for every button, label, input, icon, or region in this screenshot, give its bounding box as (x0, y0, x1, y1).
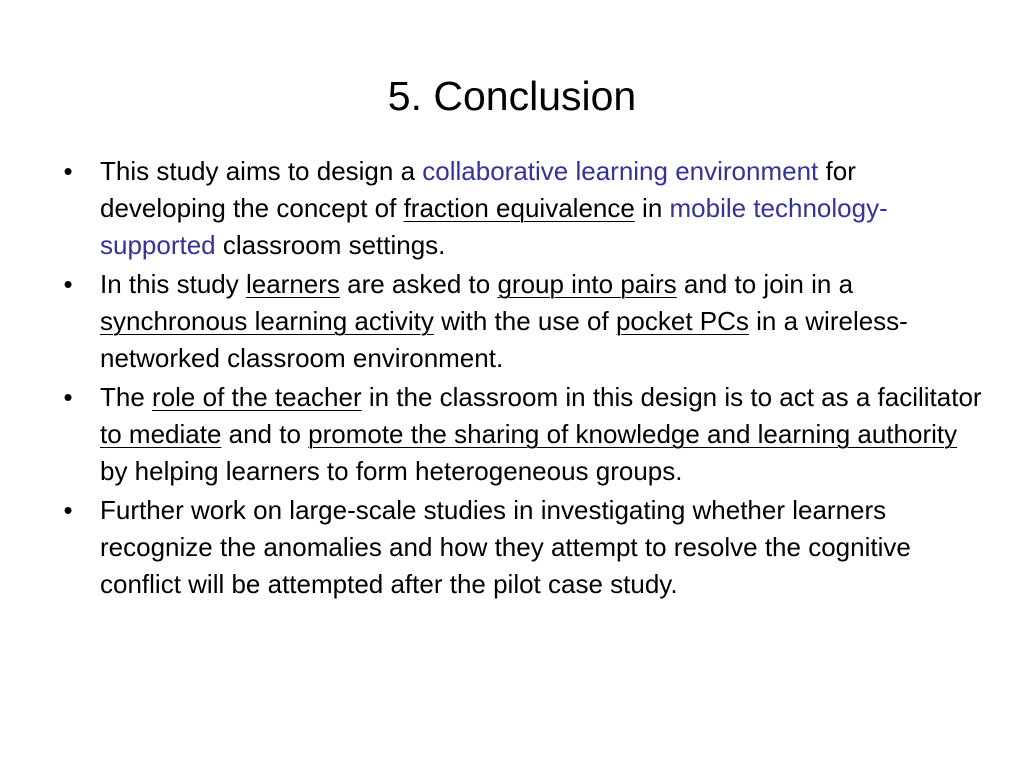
bullet-text: The (100, 382, 153, 412)
bullet-text: with the use of (433, 306, 616, 336)
slide-title: 5. Conclusion (387, 73, 637, 119)
bullet-text: and to (221, 419, 309, 449)
bullet-text: in (634, 193, 670, 223)
underlined-term: promote the sharing of knowledge and learning authority (308, 419, 958, 449)
bullet-text: by helping learners to form heterogeneous groups. (100, 456, 683, 486)
underlined-term: to mediate (100, 419, 222, 449)
bullet-icon: • (63, 495, 73, 525)
underlined-term: fraction equivalence (403, 193, 635, 223)
bullet-item (58, 266, 988, 377)
bullet-text: This study aims to design a (100, 156, 423, 186)
bullet-item (58, 153, 988, 264)
underlined-term: group into pairs (497, 269, 677, 299)
bullet-text: for developing the concept of (100, 156, 856, 223)
underlined-term: role of the teacher (152, 382, 362, 412)
bullet-text: and to join in a (676, 269, 854, 299)
bullet-text: are asked to (339, 269, 498, 299)
bullet-icon: • (63, 156, 73, 186)
underlined-term: pocket PCs (615, 306, 749, 336)
bullet-item (58, 492, 988, 603)
highlighted-term: mobile technology-supported (100, 193, 888, 260)
bullet-text: Further work on large-scale studies in investigating whether learners recognize the anomalies and how they attempt to resolve the cognitive conflict will be attempted after the pilot case study. (100, 495, 911, 599)
bullet-text: In this study (100, 269, 246, 299)
bullet-item (58, 379, 988, 490)
bullet-text: in the classroom in this design is to act as a facilitator (361, 382, 982, 412)
bullet-icon: • (63, 382, 73, 412)
underlined-term: learners (245, 269, 340, 299)
bullet-text: classroom settings. (215, 230, 446, 260)
underlined-term: synchronous learning activity (100, 306, 434, 336)
bullet-icon: • (63, 269, 73, 299)
bullet-text: in a wireless-networked classroom environment. (100, 306, 908, 373)
highlighted-term: collaborative learning environment (422, 156, 819, 186)
bullet-list (58, 153, 988, 605)
